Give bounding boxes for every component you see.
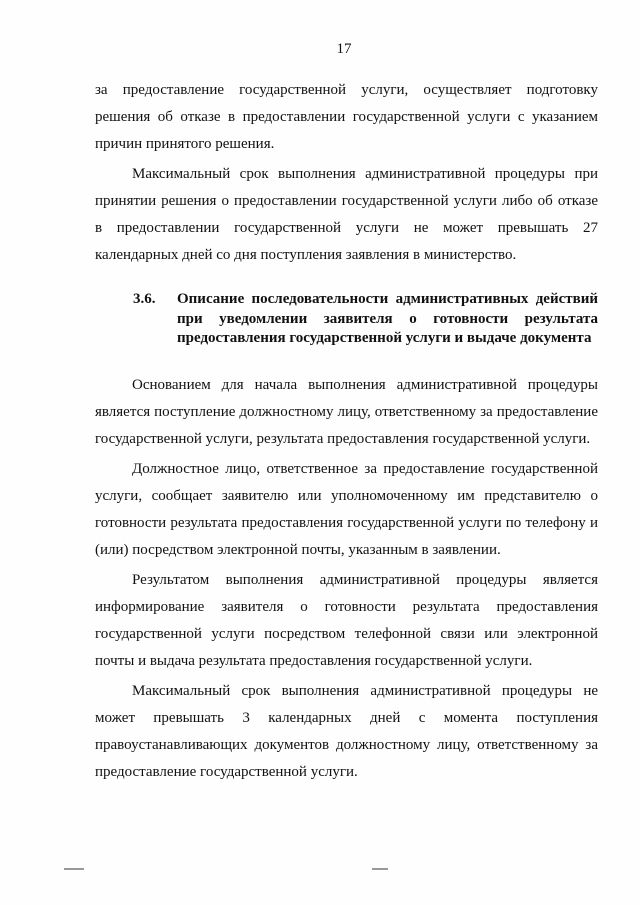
paragraph-max-term-decision: Максимальный срок выполнения административной процедуры при принятии решения о предоставлении государственной услуги либо об отказе в предоставлении государственной услуги не может превышать 27 календарных дней со дня поступления заявления в министерство.	[95, 166, 598, 263]
paragraph-notification: Должностное лицо, ответственное за предоставление государственной услуги, сообщает заявителю или уполномоченному им представителю о готовности результата предоставления государственной услуги по телефону и (или) посредством электронной почты, указанным в заявлении.	[95, 460, 598, 558]
section-number: 3.6.	[133, 291, 156, 307]
scan-mark-center	[372, 868, 388, 870]
paragraph-basis: Основанием для начала выполнения административной процедуры является поступление должностному лицу, ответственному за предоставление государственной услуги, результата предоставления государственной услуги.	[95, 376, 598, 447]
paragraph-continuation: за предоставление государственной услуги, осуществляет подготовку решения об отказе в предоставлении государственной услуги с указанием причин принятого решения.	[95, 82, 598, 152]
paragraph-result: Результатом выполнения административной процедуры является информирование заявителя о готовности результата предоставления государственной услуги посредством телефонной связи или электронной почты и выдача результата предоставления государственной услуги.	[95, 571, 598, 669]
section-title: Описание последовательности административных действий при уведомлении заявителя о готовности результата предоставления государственной услуги и выдаче документа	[177, 291, 598, 346]
page-number: 17	[336, 41, 352, 57]
document-body	[95, 77, 598, 786]
scan-mark-left	[64, 868, 84, 870]
paragraph-max-term-delivery: Максимальный срок выполнения административной процедуры не может превышать 3 календарных дней с момента поступления правоустанавливающих документов должностному лицу, ответственному за предоставление государственной услуги.	[95, 682, 598, 780]
section-heading	[95, 290, 598, 349]
